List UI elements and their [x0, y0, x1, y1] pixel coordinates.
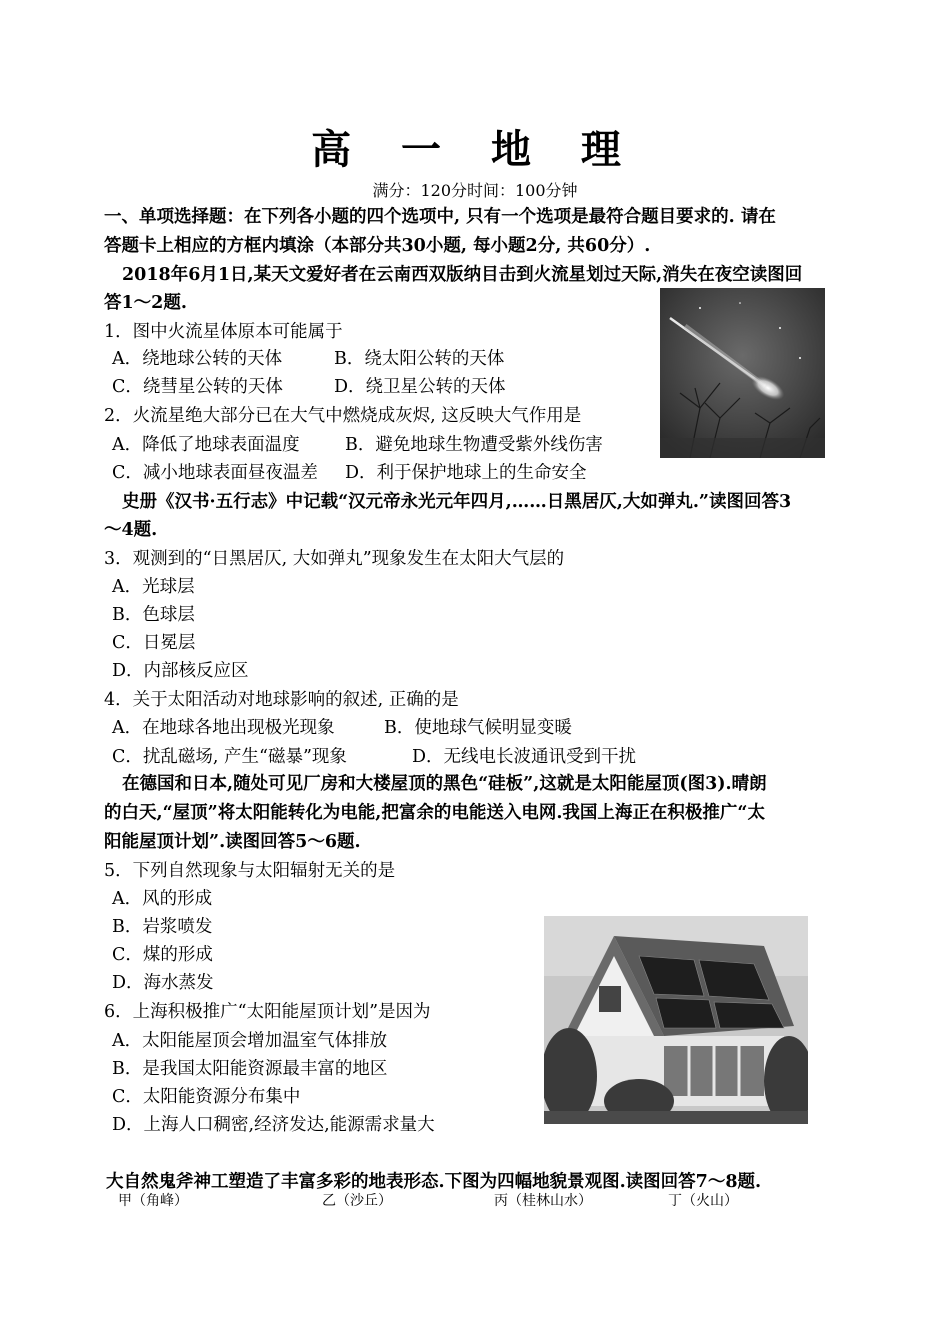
section-heading-line-2: 答题卡上相应的方框内填涂（本部分共30小题, 每小题2分, 共60分）. — [104, 236, 651, 256]
q5-option-c[interactable]: C．煤的形成 — [112, 945, 213, 965]
q6-stem: 6．上海积极推广“太阳能屋顶计划”是因为 — [104, 1002, 431, 1022]
q4-options-row-2 — [112, 745, 636, 769]
q4-option-a[interactable]: A．在地球各地出现极光现象 — [112, 718, 335, 738]
caption-yi: 乙（沙丘） — [322, 1193, 392, 1209]
q6-option-a[interactable]: A．太阳能屋顶会增加温室气体排放 — [112, 1031, 388, 1051]
q6-option-d[interactable]: D．上海人口稠密,经济发达,能源需求量大 — [112, 1115, 435, 1135]
meteor-photo-image — [660, 288, 825, 458]
q5-option-d[interactable]: D．海水蒸发 — [112, 973, 214, 993]
meteor-photo — [660, 288, 825, 458]
q2-option-a[interactable]: A．降低了地球表面温度 — [112, 435, 300, 455]
caption-jia: 甲（角峰） — [118, 1193, 188, 1209]
q1-option-c[interactable]: C．绕彗星公转的天体 — [112, 377, 283, 397]
passage-3-line-1: 在德国和日本,随处可见厂房和大楼屋顶的黑色“硅板”,这就是太阳能屋顶(图3).晴朗 — [122, 774, 767, 794]
q2-option-d[interactable]: D．利于保护地球上的生命安全 — [345, 463, 587, 483]
q4-option-b[interactable]: B．使地球气候明显变暖 — [384, 718, 572, 738]
page-title: 高 一 地 理 — [311, 126, 639, 173]
q1-stem: 1．图中火流星体原本可能属于 — [104, 322, 343, 342]
caption-ding: 丁（火山） — [668, 1193, 738, 1209]
q5-option-b[interactable]: B．岩浆喷发 — [112, 917, 213, 937]
q3-option-a[interactable]: A．光球层 — [112, 577, 195, 597]
q1-option-b[interactable]: B．绕太阳公转的天体 — [334, 349, 505, 369]
exam-info: 满分：120分时间：100分钟 — [372, 181, 578, 200]
q4-option-d[interactable]: D．无线电长波通讯受到干扰 — [412, 747, 637, 767]
q2-option-c[interactable]: C．减小地球表面昼夜温差 — [112, 463, 318, 483]
q1-options-row-1 — [112, 347, 504, 371]
q2-options-row-2 — [112, 461, 587, 485]
q4-stem: 4．关于太阳活动对地球影响的叙述, 正确的是 — [104, 690, 459, 710]
q5-option-a[interactable]: A．风的形成 — [112, 889, 213, 909]
q2-option-b[interactable]: B．避免地球生物遭受紫外线伤害 — [345, 435, 603, 455]
q6-option-c[interactable]: C．太阳能资源分布集中 — [112, 1087, 301, 1107]
q2-options-row-1 — [112, 433, 603, 457]
q1-option-d[interactable]: D．绕卫星公转的天体 — [334, 377, 506, 397]
passage-1-line-2: 答1～2题. — [104, 293, 187, 313]
q1-options-row-2 — [112, 375, 506, 399]
passage-2-line-1: 史册《汉书·五行志》中记载“汉元帝永光元年四月,……日黑居仄,大如弹丸.”读图回答3 — [122, 492, 792, 512]
section-heading-line-1: 一、单项选择题：在下列各小题的四个选项中, 只有一个选项是最符合题目要求的. 请在 — [104, 207, 776, 227]
q6-option-b[interactable]: B．是我国太阳能资源最丰富的地区 — [112, 1059, 388, 1079]
passage-2-line-2: ～4题. — [104, 520, 158, 540]
passage-4-line-1: 大自然鬼斧神工塑造了丰富多彩的地表形态.下图为四幅地貌景观图.读图回答7～8题. — [106, 1172, 762, 1192]
passage-3-line-3: 阳能屋顶计划”.读图回答5～6题. — [104, 832, 361, 852]
q1-option-a[interactable]: A．绕地球公转的天体 — [112, 349, 283, 369]
q3-option-d[interactable]: D．内部核反应区 — [112, 661, 249, 681]
q3-option-b[interactable]: B．色球层 — [112, 605, 195, 625]
q2-stem: 2．火流星绝大部分已在大气中燃烧成灰烬, 这反映大气作用是 — [104, 406, 582, 426]
caption-bing: 丙（桂林山水） — [494, 1193, 592, 1209]
passage-3-line-2: 的白天,“屋顶”将太阳能转化为电能,把富余的电能送入电网.我国上海正在积极推广“太 — [104, 803, 765, 823]
q3-option-c[interactable]: C．日冕层 — [112, 633, 196, 653]
q4-options-row-1 — [112, 716, 572, 740]
solar-roof-photo — [544, 916, 808, 1124]
passage-1-line-1: 2018年6月1日,某天文爱好者在云南西双版纳目击到火流星划过天际,消失在夜空读图回 — [122, 265, 803, 285]
q3-stem: 3．观测到的“日黑居仄, 大如弹丸”现象发生在太阳大气层的 — [104, 549, 565, 569]
q4-option-c[interactable]: C．扰乱磁场, 产生“磁暴”现象 — [112, 747, 347, 767]
solar-roof-house-image — [544, 916, 808, 1124]
q5-stem: 5．下列自然现象与太阳辐射无关的是 — [104, 861, 396, 881]
